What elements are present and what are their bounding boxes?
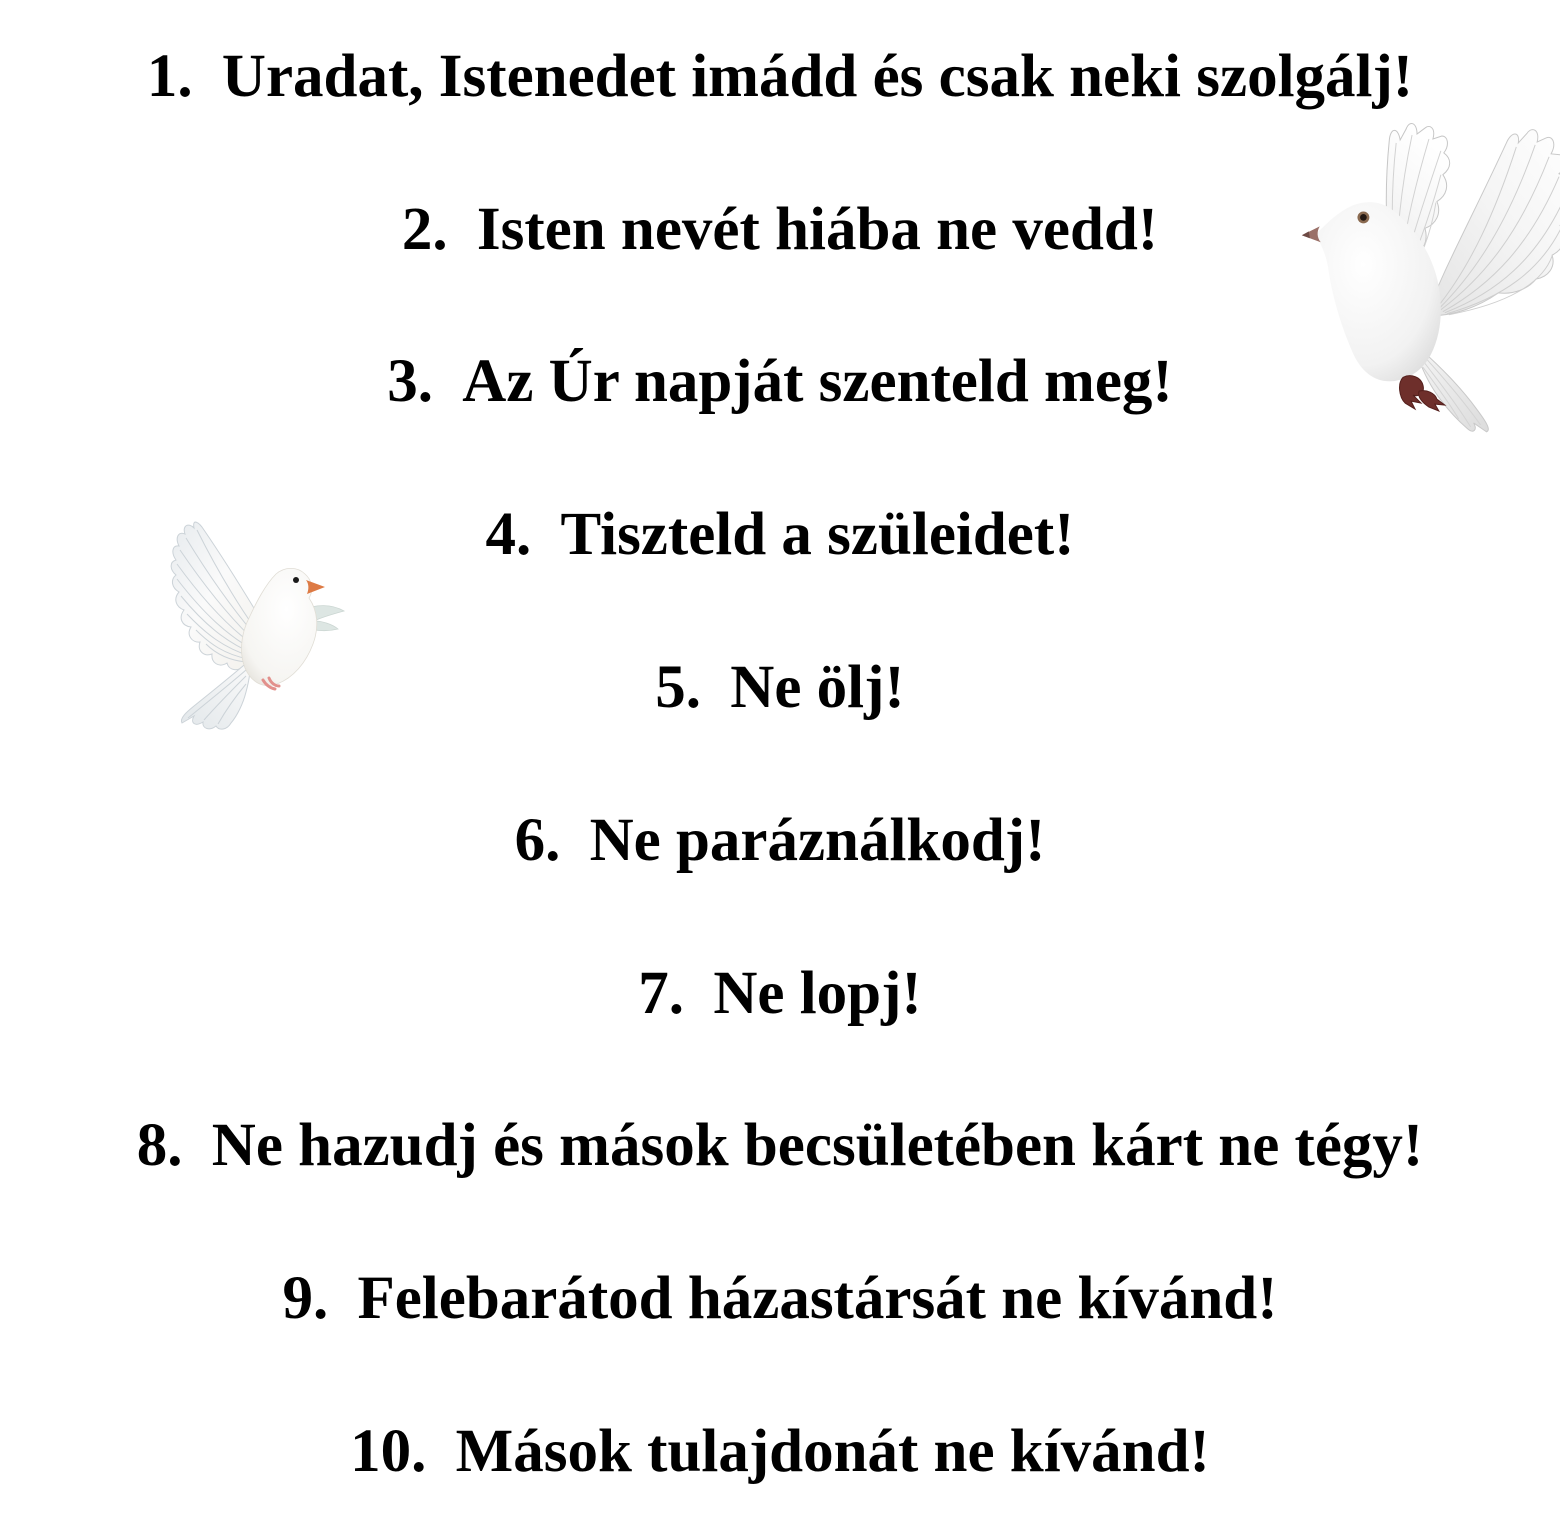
commandment-number: 8. (136, 1112, 183, 1180)
commandment-number: 5. (655, 654, 702, 722)
commandment-item (0, 1070, 1560, 1223)
commandment-text: Ne ölj! (730, 654, 905, 722)
commandment-text: Az Úr napját szenteld meg! (462, 348, 1173, 416)
commandment-item (0, 458, 1560, 611)
commandment-text: Uradat, Istenedet imádd és csak neki szolgálj! (221, 42, 1414, 110)
commandment-item (0, 153, 1560, 306)
commandment-text: Mások tulajdonát ne kívánd! (455, 1418, 1210, 1486)
commandment-text: Felebarátod házastársát ne kívánd! (357, 1265, 1278, 1333)
commandment-item (0, 764, 1560, 917)
commandment-item (0, 611, 1560, 764)
commandment-text: Ne hazudj és mások becsületében kárt ne tégy! (211, 1112, 1424, 1180)
commandment-number: 6. (514, 806, 561, 874)
commandment-item (0, 1222, 1560, 1375)
commandment-text: Isten nevét hiába ne vedd! (476, 195, 1159, 263)
commandment-item (0, 306, 1560, 459)
commandment-number: 1. (146, 42, 193, 110)
commandment-number: 9. (282, 1265, 329, 1333)
commandment-item (0, 917, 1560, 1070)
commandment-item (0, 0, 1560, 153)
commandment-number: 4. (485, 501, 532, 569)
commandment-number: 2. (401, 195, 448, 263)
commandment-number: 10. (350, 1418, 427, 1486)
commandment-text: Ne lopj! (713, 959, 922, 1027)
commandment-text: Tiszteld a szüleidet! (560, 501, 1075, 569)
commandment-text: Ne paráználkodj! (589, 806, 1046, 874)
commandment-number: 3. (387, 348, 434, 416)
commandment-item (0, 1375, 1560, 1528)
commandment-number: 7. (638, 959, 685, 1027)
